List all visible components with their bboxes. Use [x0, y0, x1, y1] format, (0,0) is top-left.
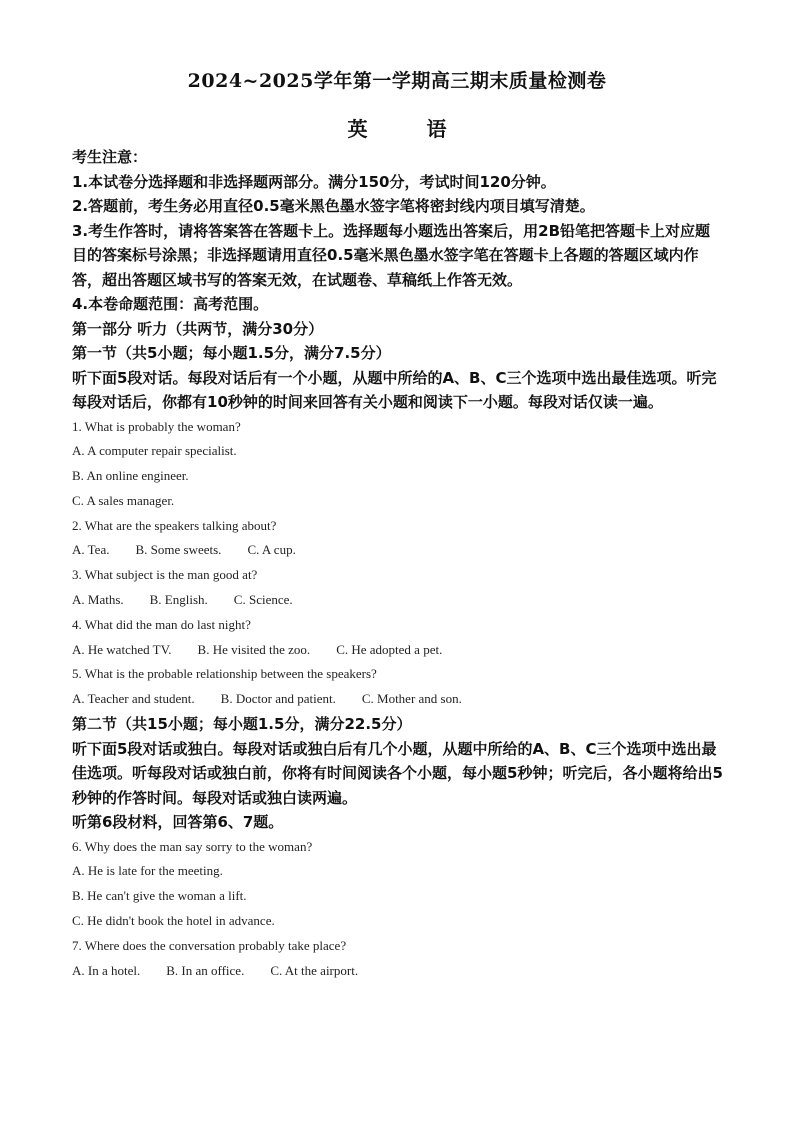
- question-2-stem: 2. What are the speakers talking about?: [72, 517, 277, 533]
- question-5-option-a: A. Teacher and student.: [72, 691, 195, 707]
- question-3-stem: 3. What subject is the man good at?: [72, 567, 258, 583]
- question-3-options: [72, 588, 724, 613]
- notice-item-3: 3.考生作答时，请将答案答在答题卡上。选择题每小题选出答案后，用2B铅笔把答题卡上对应题目的答案标号涂黑；非选择题请用直径0.5毫米黑色墨水签字笔在答题卡上各题的答题区域内作答，超出答题区域书写的答案无效，在试题卷、草稿纸上作答无效。: [72, 221, 711, 289]
- question-7-option-c: C. At the airport.: [270, 962, 359, 978]
- exam-content: [72, 145, 724, 983]
- question-6-option-c: C. He didn't book the hotel in advance.: [72, 912, 275, 928]
- notice-item-4: 4.本卷命题范围：高考范围。: [72, 295, 269, 313]
- section1-instructions: 听下面5段对话。每段对话后有一个小题，从题中所给的A、B、C三个选项中选出最佳选项。听完每段对话后，你都有10秒钟的时间来回答有关小题和阅读下一小题。每段对话仅读一遍。: [72, 368, 717, 411]
- question-3-option-c: C. Science.: [233, 592, 293, 608]
- question-6-option-a: A. He is late for the meeting.: [72, 863, 223, 879]
- question-1-option-a: A. A computer repair specialist.: [72, 443, 237, 459]
- question-1-stem: 1. What is probably the woman?: [72, 418, 241, 434]
- exam-title: 2024~2025学年第一学期高三期末质量检测卷: [187, 70, 607, 92]
- section2-instructions: 听下面5段对话或独白。每段对话或独白后有几个小题，从题中所给的A、B、C三个选项中选出最佳选项。听每段对话或独白前，你将有时间阅读各个小题，每小题5秒钟；听完后，各小题将给出5秒钟的作答时间。每段对话或独白读两遍。: [72, 739, 723, 807]
- part1-heading: 第一部分 听力（共两节，满分30分）: [72, 319, 324, 338]
- notice-item-1: 1.本试卷分选择题和非选择题两部分。满分150分，考试时间120分钟。: [72, 172, 556, 191]
- question-5-option-c: C. Mother and son.: [361, 691, 462, 707]
- notice-heading: 考生注意：: [72, 148, 148, 166]
- material-6-heading: 听第6段材料，回答第6、7题。: [72, 813, 284, 832]
- question-7-option-b: B. In an office.: [166, 962, 245, 978]
- question-6-option-b: B. He can't give the woman a lift.: [72, 888, 247, 904]
- notice-item-2: 2.答题前，考生务必用直径0.5毫米黑色墨水签字笔将密封线内项目填写清楚。: [72, 197, 595, 215]
- question-4-option-c: C. He adopted a pet.: [336, 641, 443, 657]
- question-3-option-a: A. Maths.: [72, 592, 124, 608]
- question-2-options: [72, 538, 724, 563]
- question-5-options: [72, 687, 724, 712]
- question-3-option-b: B. English.: [149, 592, 208, 608]
- question-5-option-b: B. Doctor and patient.: [220, 691, 336, 707]
- section2-heading: 第二节（共15小题；每小题1.5分，满分22.5分）: [72, 715, 412, 734]
- question-7-option-a: A. In a hotel.: [72, 962, 141, 978]
- question-2-option-a: A. Tea.: [72, 542, 110, 558]
- question-7-options: [72, 959, 724, 984]
- question-1-option-b: B. An online engineer.: [72, 468, 189, 484]
- question-7-stem: 7. Where does the conversation probably take place?: [72, 937, 347, 953]
- question-6-stem: 6. Why does the man say sorry to the woman?: [72, 838, 313, 854]
- section1-heading: 第一节（共5小题；每小题1.5分，满分7.5分）: [72, 344, 391, 362]
- question-1-option-c: C. A sales manager.: [72, 492, 175, 508]
- question-4-stem: 4. What did the man do last night?: [72, 616, 251, 632]
- question-2-option-c: C. A cup.: [247, 542, 296, 558]
- question-2-option-b: B. Some sweets.: [135, 542, 222, 558]
- question-4-options: [72, 638, 724, 663]
- subject-title: 英 语: [347, 117, 473, 141]
- question-4-option-a: A. He watched TV.: [72, 641, 172, 657]
- question-5-stem: 5. What is the probable relationship between the speakers?: [72, 666, 377, 682]
- question-4-option-b: B. He visited the zoo.: [197, 641, 311, 657]
